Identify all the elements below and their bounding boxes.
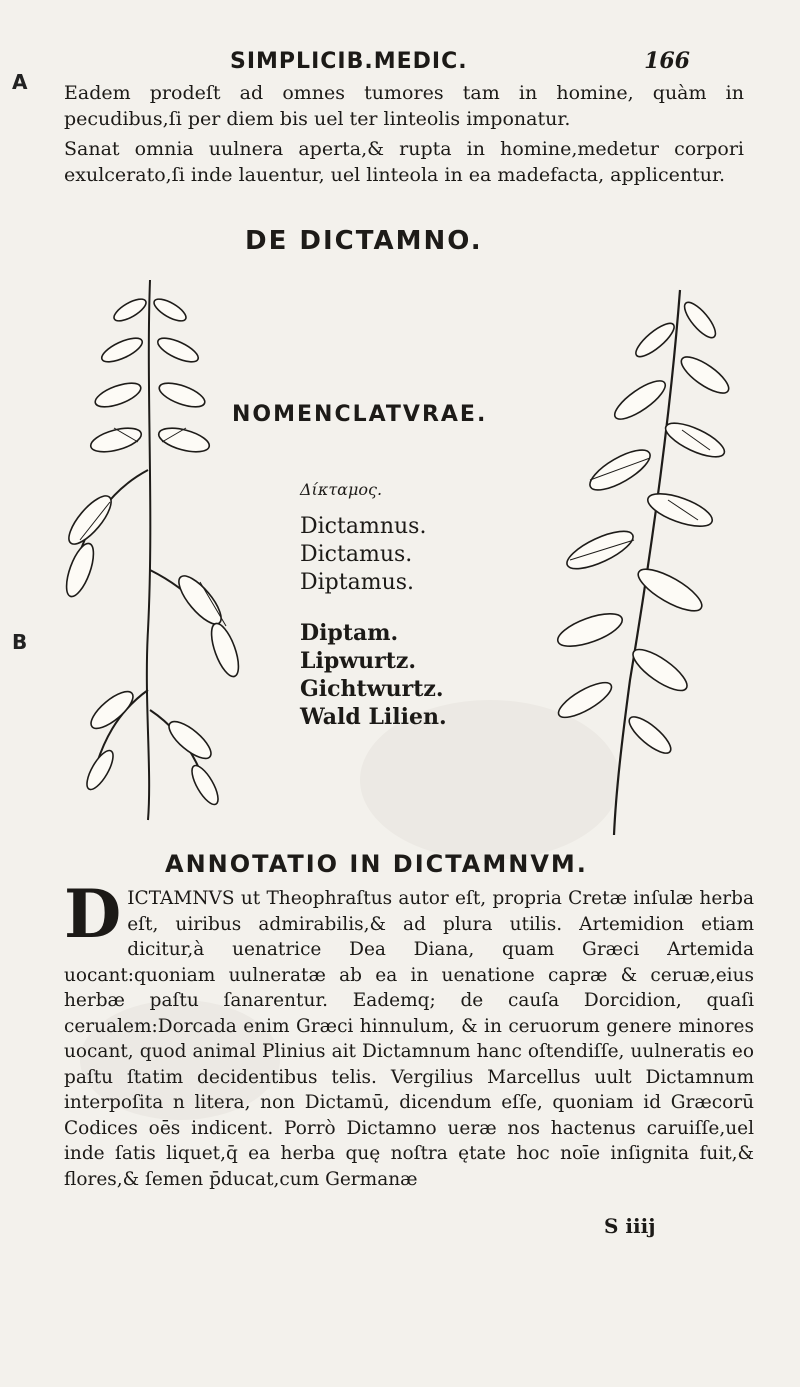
annotation-text: ICTAMNVS ut Theophraſtus autor eſt, propria Cretæ inſulæ herba eſt, uiribus admirabilis,& ad plura utilis. Artemidion etiam dicitur,à uenatrice Dea Diana, quam Græci Artemida uocant:quoniam uulneratæ ab ea in uenatione capræ & ceruæ,eius herbæ paſtu ſanarentur. Eademq; de cauſa Dorcidion, quaſi cerualem:Dorcada enim Græci hinnulum, & in ceruorum genere minores uocant, quod animal Plinius ait Dictamnum hanc oſtendiſſe, uulneratis eo paſtu ſtatim decidentibus telis. Vergilius Marcellus uult Dictamnum interpoſita n litera, non Dictamū, dicendum eſſe, quoniam id Græcorū Codices oēs indicent. Porrò Dictamno ueræ nos hactenus caruiſſe,uel inde ſatis liquet,q̄ ea herba quę noſtra ętate hoc noīe inſignita fuit,& flores,& ſemen p̄ducat,cum Germanæ	[64, 888, 754, 1190]
latin-name: Dictamus.	[300, 542, 413, 567]
chapter-title: DE DICTAMNO.	[245, 226, 483, 256]
german-name: Gichtwurtz.	[300, 676, 444, 702]
paragraph-2: Sanat omnia uulnera aperta,& rupta in homine,medetur corpori exulcerato,ſi inde lauentur, uel linteola in ea madefacta, applicentur.	[64, 138, 744, 186]
margin-letter-a: A	[12, 70, 28, 94]
german-name: Lipwurtz.	[300, 648, 417, 674]
signature-mark: S iiij	[604, 1214, 656, 1238]
latin-name: Dictamnus.	[300, 514, 427, 539]
german-name: Diptam.	[300, 620, 399, 646]
nomenclature-list	[300, 480, 520, 731]
greek-name: Δίκταμος.	[300, 480, 383, 499]
annotation-body	[64, 875, 754, 1192]
latin-name: Diptamus.	[300, 570, 415, 595]
margin-letter-b: B	[12, 630, 28, 654]
annotation-heading: ANNOTATIO IN DICTAMNVM.	[165, 850, 588, 878]
running-title: SIMPLICIB.MEDIC.	[230, 49, 468, 74]
german-name: Wald Lilien.	[300, 704, 447, 730]
nomenclature-heading: NOMENCLATVRAE.	[232, 402, 488, 427]
paragraph-1: Eadem prodeſt ad omnes tumores tam in homine, quàm in pecudibus,ſi per diem bis uel ter linteolis imponatur.	[64, 82, 744, 130]
drop-cap: D	[64, 875, 122, 953]
folio-number: 166	[644, 48, 690, 74]
opening-text	[64, 80, 744, 192]
dictamnus-woodcut-left	[50, 270, 250, 830]
annotation-paragraph	[64, 875, 754, 1192]
dictamnus-woodcut-right	[530, 280, 750, 840]
running-head	[230, 48, 690, 74]
list-spacer	[300, 597, 520, 619]
